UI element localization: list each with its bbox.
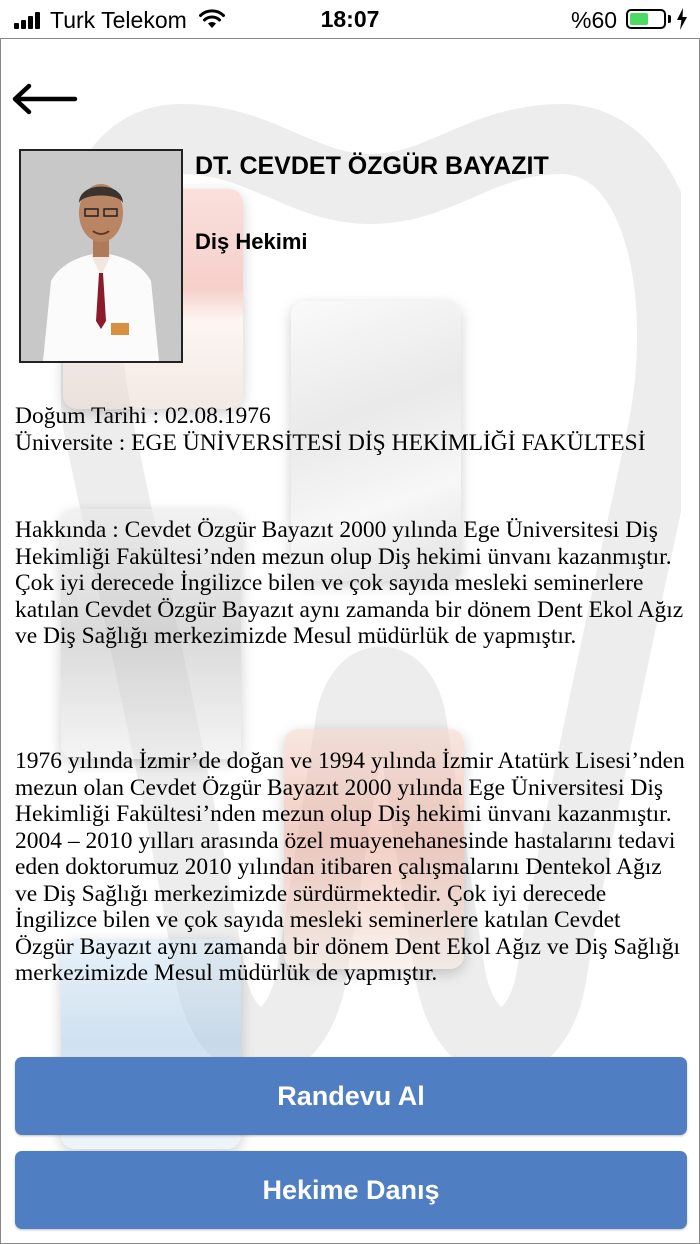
doctor-avatar-icon: [21, 151, 181, 361]
consult-doctor-button[interactable]: Hekime Danış: [15, 1151, 687, 1229]
status-bar: [0, 0, 700, 38]
doctor-name: DT. CEVDET ÖZGÜR BAYAZIT: [195, 152, 549, 180]
about-section: [15, 517, 685, 650]
birth-date: Doğum Tarihi : 02.08.1976: [15, 403, 271, 429]
university: Üniversite : EGE ÜNİVERSİTESİ DİŞ HEKİMLİĞİ FAKÜLTESİ: [15, 429, 646, 456]
about-paragraph-1: Hakkında : Cevdet Özgür Bayazıt 2000 yılında Ege Üniversitesi Diş Hekimliği Fakültesi’nden mezun olup Diş hekimi ünvanı kazanmıştır.: [15, 517, 672, 570]
doctor-title: Diş Hekimi: [195, 229, 308, 254]
appointment-button[interactable]: Randevu Al: [15, 1057, 687, 1135]
about-paragraph-2: Çok iyi derecede İngilizce bilen ve çok sayıda mesleki seminerlere katılan Cevdet Özgür Bayazıt aynı zamanda bir dönem Dent Ekol Ağız ve Diş Sağlığı merkezimizde Mesul müdürlük de yapmıştır.: [15, 570, 684, 649]
battery-percent: %60: [571, 7, 618, 33]
clock: 18:07: [320, 6, 380, 32]
battery-icon: [626, 9, 666, 29]
biography-paragraph: 1976 yılında İzmir’de doğan ve 1994 yılında İzmir Atatürk Lisesi’nden mezun olan Cevdet Özgür Bayazıt 2000 yılında Ege Üniversitesi Diş Hekimliği Fakültesi’nden mezun olup Diş hekimi ünvanı kazanmıştır. 2004 – 2010 yılları arasında özel muayenehanesinde hastalarını tedavi eden doktorumuz 2010 yılından itibaren çalışmalarını Dentekol Ağız ve Diş Sağlığı merkezimizde sürdürmektedir. Çok iyi derecede İngilizce bilen ve çok sayıda mesleki seminerlere katılan Cevdet Özgür Bayazıt aynı zamanda bir dönem Dent Ekol Ağız ve Diş Sağlığı merkezimizde Mesul müdürlük de yapmıştır.: [15, 748, 685, 986]
doctor-photo: [19, 149, 183, 363]
battery-tip: [668, 15, 671, 23]
charging-bolt-icon: [676, 8, 688, 30]
arrow-left-icon[interactable]: [9, 77, 79, 121]
doctor-credentials: [15, 403, 685, 456]
biography-section: [15, 748, 685, 987]
carrier-name: Turk Telekom: [50, 7, 187, 33]
doctor-detail-screen: [0, 38, 700, 1244]
